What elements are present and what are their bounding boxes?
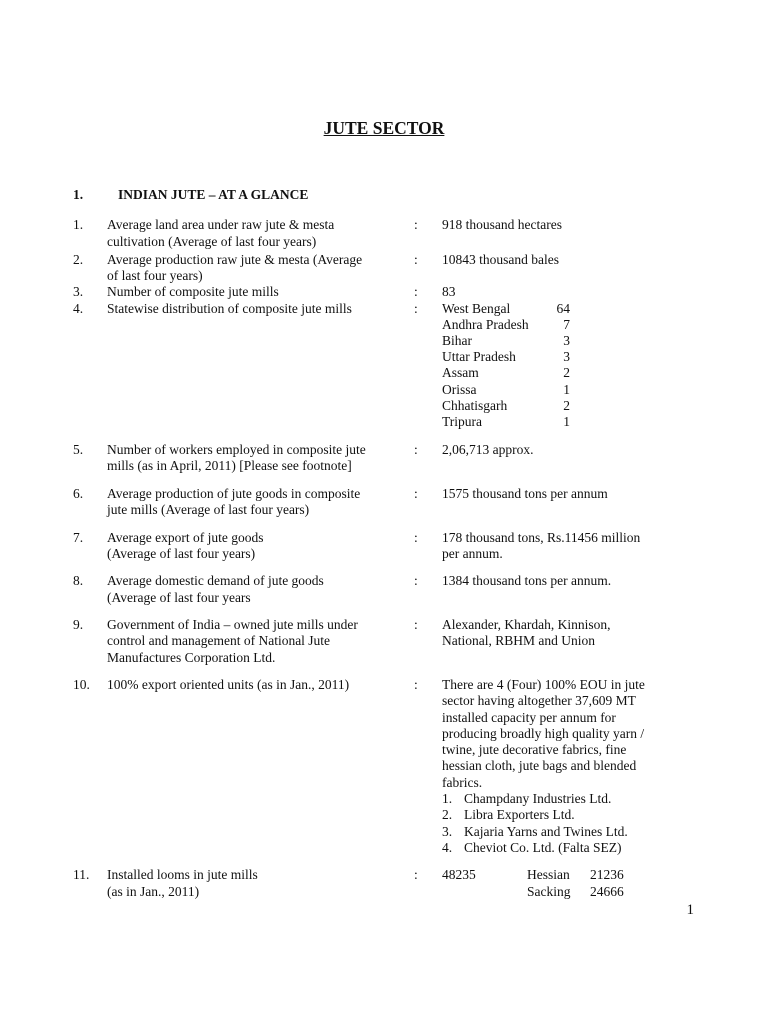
- colon-separator: :: [414, 301, 418, 316]
- item-question: Average production raw jute & mesta (Average: [107, 252, 363, 267]
- colon-separator: :: [414, 284, 418, 299]
- page-number: 1: [686, 902, 694, 918]
- item-answer: Alexander, Khardah, Kinnison,: [442, 617, 611, 632]
- state-count: 3: [563, 333, 570, 348]
- loom-value: 24666: [590, 884, 624, 899]
- item-question: Average land area under raw jute & mesta: [107, 217, 335, 232]
- state-count: 3: [563, 349, 570, 364]
- item-number: 11.: [73, 867, 90, 882]
- colon-separator: :: [414, 573, 418, 588]
- state-count: 1: [563, 414, 570, 429]
- loom-value: 21236: [590, 867, 624, 882]
- item-answer: 178 thousand tons, Rs.11456 million: [442, 530, 641, 545]
- state-name: Assam: [442, 365, 479, 380]
- state-name: Uttar Pradesh: [442, 349, 516, 364]
- item-number: 8.: [73, 573, 84, 588]
- state-name: Bihar: [442, 333, 472, 348]
- item-number: 2.: [73, 252, 84, 267]
- item-answer: sector having altogether 37,609 MT: [442, 693, 636, 708]
- colon-separator: :: [414, 617, 418, 632]
- item-question: Average export of jute goods: [107, 530, 264, 545]
- section-number: 1.: [73, 187, 84, 202]
- state-count: 2: [563, 365, 570, 380]
- colon-separator: :: [414, 486, 418, 501]
- colon-separator: :: [414, 217, 418, 232]
- item-number: 10.: [73, 677, 90, 692]
- item-answer: fabrics.: [442, 775, 483, 790]
- item-answer: 10843 thousand bales: [442, 252, 559, 267]
- item-question: 100% export oriented units (as in Jan., 2011): [107, 677, 350, 692]
- state-name: West Bengal: [442, 301, 511, 316]
- state-count: 1: [563, 382, 570, 397]
- state-name: Tripura: [442, 414, 483, 429]
- state-name: Chhatisgarh: [442, 398, 508, 413]
- eou-list-item: Champdany Industries Ltd.: [464, 791, 612, 806]
- item-question: (Average of last four years: [107, 590, 251, 605]
- item-answer: per annum.: [442, 546, 503, 561]
- eou-list-item: Cheviot Co. Ltd. (Falta SEZ): [464, 840, 622, 855]
- state-count: 2: [563, 398, 570, 413]
- item-number: 7.: [73, 530, 84, 545]
- item-number: 6.: [73, 486, 84, 501]
- state-name: Orissa: [442, 382, 477, 397]
- item-answer: hessian cloth, jute bags and blended: [442, 758, 637, 773]
- item-number: 4.: [73, 301, 84, 316]
- loom-type: Sacking: [527, 884, 571, 899]
- item-answer: 918 thousand hectares: [442, 217, 562, 232]
- item-question: of last four years): [107, 268, 203, 283]
- item-question: mills (as in April, 2011) [Please see footnote]: [107, 458, 352, 473]
- item-number: 1.: [73, 217, 84, 232]
- item-question: Government of India – owned jute mills under: [107, 617, 358, 632]
- loom-type: Hessian: [527, 867, 570, 882]
- eou-list-item: Libra Exporters Ltd.: [464, 807, 575, 822]
- colon-separator: :: [414, 677, 418, 692]
- item-answer: 48235: [442, 867, 476, 882]
- item-question: cultivation (Average of last four years): [107, 234, 317, 249]
- item-question: Number of workers employed in composite jute: [107, 442, 366, 457]
- item-question: jute mills (Average of last four years): [107, 502, 310, 517]
- item-number: 3.: [73, 284, 84, 299]
- state-count: 64: [556, 301, 570, 316]
- item-answer: installed capacity per annum for: [442, 710, 616, 725]
- item-number: 9.: [73, 617, 84, 632]
- state-count: 7: [563, 317, 570, 332]
- item-question: (Average of last four years): [107, 546, 256, 561]
- item-answer: twine, jute decorative fabrics, fine: [442, 742, 627, 757]
- item-question: Statewise distribution of composite jute mills: [107, 301, 352, 316]
- eou-list-number: 4.: [442, 840, 453, 855]
- item-question: Manufactures Corporation Ltd.: [107, 650, 276, 665]
- colon-separator: :: [414, 252, 418, 267]
- eou-list-number: 2.: [442, 807, 453, 822]
- eou-list-number: 3.: [442, 824, 453, 839]
- state-name: Andhra Pradesh: [442, 317, 529, 332]
- item-answer: There are 4 (Four) 100% EOU in jute: [442, 677, 645, 692]
- item-question: (as in Jan., 2011): [107, 884, 200, 899]
- item-question: Average production of jute goods in composite: [107, 486, 361, 501]
- eou-list-item: Kajaria Yarns and Twines Ltd.: [464, 824, 628, 839]
- item-question: Number of composite jute mills: [107, 284, 279, 299]
- item-question: Average domestic demand of jute goods: [107, 573, 324, 588]
- item-number: 5.: [73, 442, 84, 457]
- item-answer: 1575 thousand tons per annum: [442, 486, 608, 501]
- colon-separator: :: [414, 442, 418, 457]
- section-title: INDIAN JUTE – AT A GLANCE: [118, 187, 309, 202]
- page-title: JUTE SECTOR: [323, 118, 445, 138]
- colon-separator: :: [414, 867, 418, 882]
- eou-list-number: 1.: [442, 791, 453, 806]
- item-answer: producing broadly high quality yarn /: [442, 726, 645, 741]
- item-answer: National, RBHM and Union: [442, 633, 595, 648]
- item-question: control and management of National Jute: [107, 633, 331, 648]
- colon-separator: :: [414, 530, 418, 545]
- item-question: Installed looms in jute mills: [107, 867, 258, 882]
- item-answer: 83: [442, 284, 456, 299]
- item-answer: 2,06,713 approx.: [442, 442, 534, 457]
- item-answer: 1384 thousand tons per annum.: [442, 573, 612, 588]
